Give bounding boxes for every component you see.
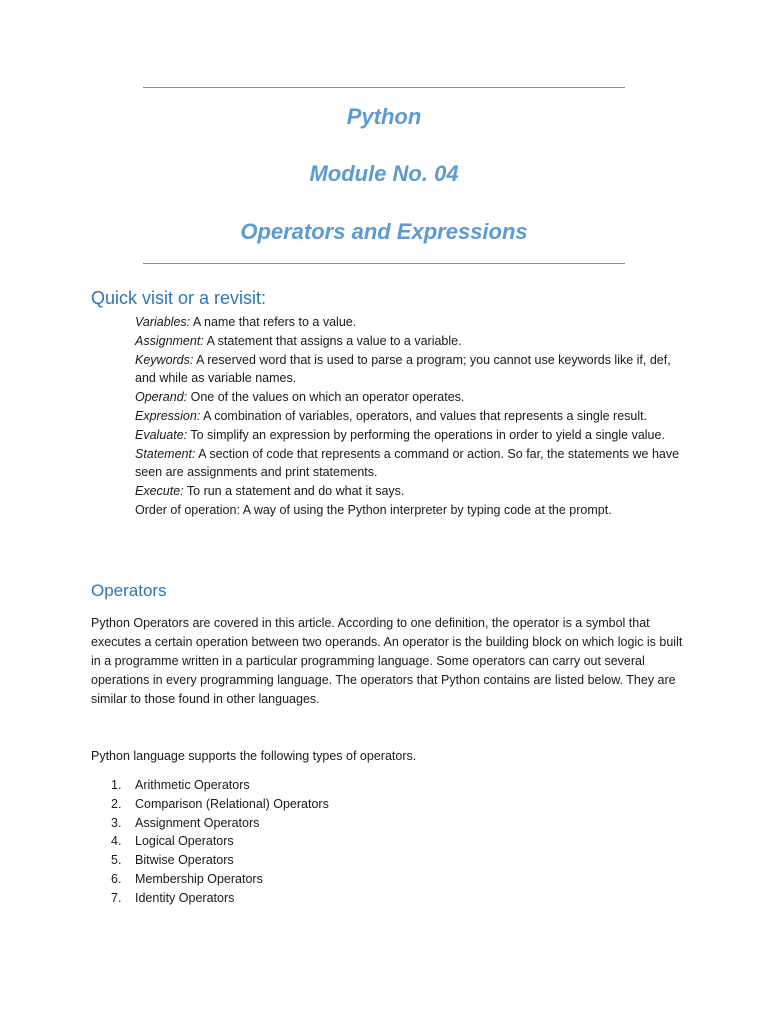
operators-heading: Operators — [91, 581, 167, 600]
title-topic: Operators and Expressions — [240, 219, 528, 244]
operators-paragraph: Python Operators are covered in this article. According to one definition, the operator is a symbol that executes a certain operation between two operands. An operator is the building block on which logic is built in a programme written in a particular programming language. Some operators can carry out several operations in every programming language. The operators that Python contains are listed below. They are similar to those found in other languages. — [91, 616, 683, 706]
definition-item: Expression: A combination of variables, operators, and values that represents a single result. — [135, 408, 648, 423]
title-python: Python — [346, 104, 422, 129]
definition-item: Assignment: A statement that assigns a value to a variable. — [135, 333, 462, 348]
list-item: 1. Arithmetic Operators — [111, 778, 250, 792]
bottom-divider — [143, 263, 625, 264]
list-item: 5. Bitwise Operators — [111, 853, 234, 868]
definition-item: Keywords: A reserved word that is used to parse a program; you cannot use keywords like if, def, and while as variable names. — [135, 352, 671, 386]
definition-item: Statement: A section of code that represents a command or action. So far, the statements we have seen are assignments and print statements. — [135, 446, 680, 480]
quick-visit-heading: Quick visit or a revisit: — [91, 288, 267, 308]
list-item: 4. Logical Operators — [111, 834, 234, 849]
list-item: 3. Assignment Operators — [111, 815, 260, 830]
list-item: 7. Identity Operators — [111, 890, 235, 905]
operator-types-list — [91, 776, 591, 908]
top-divider — [143, 87, 625, 88]
definition-item: Operand: One of the values on which an operator operates. — [135, 390, 465, 405]
definition-item: Variables: A name that refers to a value. — [135, 315, 357, 329]
definition-item: Evaluate: To simplify an expression by performing the operations in order to yield a single value. — [135, 427, 665, 442]
definition-item: Order of operation: A way of using the Python interpreter by typing code at the prompt. — [135, 502, 612, 517]
definitions-list — [135, 313, 685, 520]
title-module: Module No. 04 — [309, 161, 459, 186]
operators-intro: Python language supports the following types of operators. — [91, 749, 417, 763]
list-item: 6. Membership Operators — [111, 871, 263, 886]
definition-item: Execute: To run a statement and do what it says. — [135, 484, 405, 499]
list-item: 2. Comparison (Relational) Operators — [111, 796, 329, 811]
